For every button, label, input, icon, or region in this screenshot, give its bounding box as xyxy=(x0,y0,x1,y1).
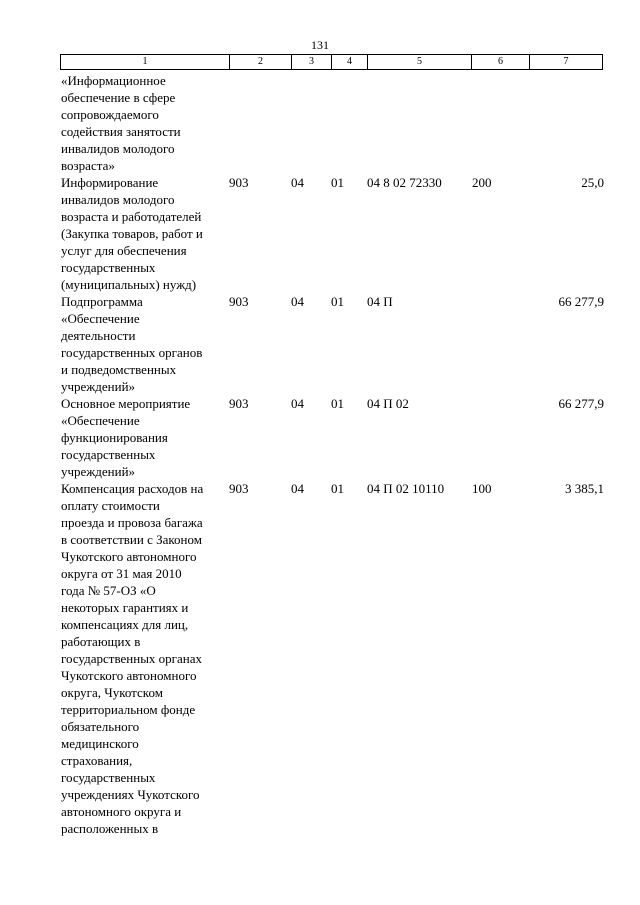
row-name: Основное мероприятие «Обеспечение функционирования государственных учреждений» xyxy=(61,396,191,479)
row-amount: 66 277,9 xyxy=(558,396,604,411)
table-row xyxy=(0,174,640,293)
row-subsection-code: 01 xyxy=(331,481,344,496)
row-subsection-code: 01 xyxy=(331,396,344,411)
row-target-code: 04 П xyxy=(367,294,393,309)
row-name: Информирование инвалидов молодого возраста и работодателей (Закупка товаров, работ и услуг для обеспечения государственных (муниципальных) нужд) xyxy=(61,175,203,292)
header-cell-1: 1 xyxy=(142,56,148,67)
row-section-code: 04 xyxy=(291,294,304,309)
row-section-code: 04 xyxy=(291,175,304,190)
table-header-row xyxy=(60,54,603,70)
row-amount: 66 277,9 xyxy=(558,294,604,309)
table-row xyxy=(0,395,640,480)
page-number: 131 xyxy=(311,38,329,52)
row-name: «Информационное обеспечение в сфере сопровождаемого содействия занятости инвалидов молодого возраста» xyxy=(61,73,181,173)
table-body xyxy=(0,72,640,837)
row-section-code: 04 xyxy=(291,481,304,496)
row-name: Подпрограмма «Обеспечение деятельности государственных органов и подведомственных учреждений» xyxy=(61,294,203,394)
row-ministry-code: 903 xyxy=(229,481,249,496)
row-ministry-code: 903 xyxy=(229,294,249,309)
row-amount: 25,0 xyxy=(581,175,604,190)
header-cell-7: 7 xyxy=(529,55,602,69)
row-section-code: 04 xyxy=(291,396,304,411)
header-cell-2: 2 xyxy=(229,55,291,69)
row-ministry-code: 903 xyxy=(229,175,249,190)
row-subsection-code: 01 xyxy=(331,294,344,309)
row-name: Компенсация расходов на оплату стоимости проезда и провоза багажа в соответствии с Законом Чукотского автономного округа от 31 мая 2010 года № 57-ОЗ «О некоторых гарантиях и компенсациях для лиц, работающих в государственных органах Чукотского автономного округа, Чукотском территориальном фонде обязательного медицинского страхования, государственных учреждениях Чукотского автономного округа и расположенных в xyxy=(61,481,204,836)
header-cell-3: 3 xyxy=(291,55,331,69)
row-target-code: 04 П 02 10110 xyxy=(367,481,445,496)
table-row xyxy=(0,480,640,837)
row-ministry-code: 903 xyxy=(229,396,249,411)
row-expense-type-code: 200 xyxy=(472,175,492,190)
header-cell-5: 5 xyxy=(367,55,471,69)
row-amount: 3 385,1 xyxy=(565,481,604,496)
row-target-code: 04 8 02 72330 xyxy=(367,175,442,190)
header-cell-6: 6 xyxy=(471,55,529,69)
header-cell-4: 4 xyxy=(331,55,367,69)
row-target-code: 04 П 02 xyxy=(367,396,409,411)
row-subsection-code: 01 xyxy=(331,175,344,190)
table-row xyxy=(0,293,640,395)
row-expense-type-code: 100 xyxy=(472,481,492,496)
table-row xyxy=(0,72,640,174)
